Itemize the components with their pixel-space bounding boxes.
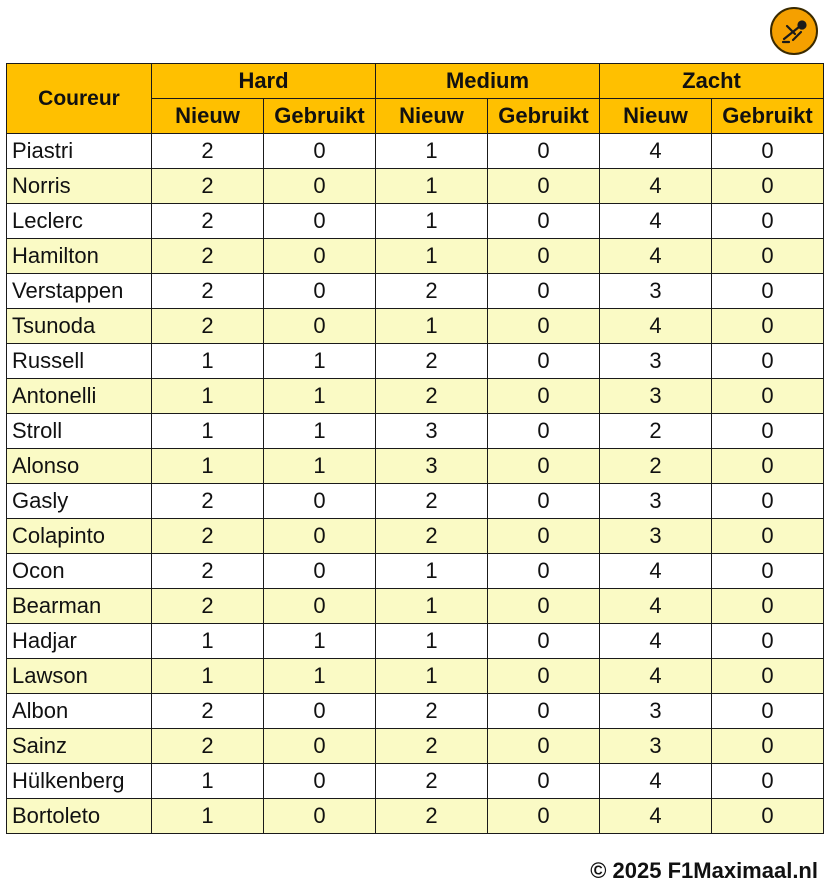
driver-name: Tsunoda [7,309,152,344]
tire-count-cell: 0 [488,624,600,659]
tire-count-cell: 1 [264,379,376,414]
tire-count-cell: 3 [600,344,712,379]
tire-count-cell: 4 [600,624,712,659]
driver-name: Sainz [7,729,152,764]
sub-header-used: Gebruikt [488,99,600,134]
tire-count-cell: 0 [712,764,824,799]
tire-count-cell: 2 [376,764,488,799]
tire-count-cell: 0 [712,554,824,589]
tire-count-cell: 0 [488,134,600,169]
tire-count-cell: 1 [152,659,264,694]
tire-count-cell: 0 [488,729,600,764]
tire-count-cell: 0 [264,309,376,344]
tire-count-cell: 1 [264,344,376,379]
tire-count-cell: 1 [152,764,264,799]
tire-count-cell: 0 [712,694,824,729]
driver-name: Bearman [7,589,152,624]
tire-count-cell: 2 [376,799,488,834]
tire-count-cell: 0 [264,169,376,204]
table-row [7,659,824,694]
tire-count-cell: 1 [376,309,488,344]
tire-count-cell: 1 [264,659,376,694]
table-row [7,344,824,379]
table-row [7,239,824,274]
tire-count-cell: 1 [152,379,264,414]
tire-count-cell: 4 [600,589,712,624]
tire-count-cell: 0 [264,484,376,519]
group-header-soft: Zacht [600,64,824,99]
tire-count-cell: 4 [600,659,712,694]
tire-count-cell: 2 [376,274,488,309]
table-row [7,169,824,204]
tire-count-cell: 0 [264,554,376,589]
tire-count-cell: 0 [712,169,824,204]
tire-count-cell: 0 [488,764,600,799]
table-row [7,414,824,449]
tire-count-cell: 0 [488,659,600,694]
table-row [7,694,824,729]
tire-count-cell: 2 [152,729,264,764]
tire-count-cell: 2 [152,309,264,344]
table-row [7,554,824,589]
tire-count-cell: 1 [376,134,488,169]
tire-count-cell: 4 [600,134,712,169]
driver-column-header: Coureur [7,64,152,134]
tire-count-cell: 2 [376,344,488,379]
tire-count-cell: 0 [712,274,824,309]
table-row [7,204,824,239]
tire-count-cell: 4 [600,764,712,799]
tire-count-cell: 0 [264,274,376,309]
tire-count-cell: 3 [376,414,488,449]
tire-count-cell: 3 [600,379,712,414]
tire-count-cell: 1 [152,414,264,449]
tire-count-cell: 0 [264,589,376,624]
tire-count-cell: 4 [600,309,712,344]
tire-count-cell: 0 [488,414,600,449]
tire-count-cell: 0 [488,589,600,624]
driver-name: Alonso [7,449,152,484]
tire-count-cell: 2 [376,379,488,414]
tire-count-cell: 4 [600,239,712,274]
driver-name: Bortoleto [7,799,152,834]
tire-count-cell: 4 [600,799,712,834]
tire-count-cell: 2 [152,239,264,274]
tire-count-cell: 0 [712,589,824,624]
tire-count-cell: 3 [600,274,712,309]
tire-count-cell: 0 [264,519,376,554]
table-row [7,624,824,659]
tire-count-cell: 2 [152,134,264,169]
tire-count-cell: 2 [376,519,488,554]
table-row [7,379,824,414]
driver-name: Colapinto [7,519,152,554]
tire-count-cell: 0 [712,204,824,239]
driver-name: Gasly [7,484,152,519]
tire-count-cell: 1 [376,624,488,659]
table-body [7,134,824,834]
tire-count-cell: 3 [600,484,712,519]
driver-name: Piastri [7,134,152,169]
tire-count-cell: 1 [376,659,488,694]
tire-count-cell: 0 [712,134,824,169]
sub-header-used: Gebruikt [712,99,824,134]
table-row [7,274,824,309]
tire-count-cell: 1 [152,344,264,379]
tire-count-cell: 1 [152,449,264,484]
table-row [7,309,824,344]
tire-count-cell: 2 [152,204,264,239]
table-row [7,589,824,624]
tire-count-cell: 4 [600,204,712,239]
tire-count-cell: 0 [712,449,824,484]
driver-name: Hülkenberg [7,764,152,799]
tire-count-cell: 2 [152,694,264,729]
tire-count-cell: 0 [488,694,600,729]
tire-count-cell: 1 [376,554,488,589]
tire-count-cell: 2 [376,729,488,764]
tire-count-cell: 3 [600,694,712,729]
tire-count-cell: 4 [600,169,712,204]
tire-count-cell: 0 [264,799,376,834]
tire-count-cell: 0 [488,449,600,484]
table-row [7,729,824,764]
group-header-medium: Medium [376,64,600,99]
driver-name: Russell [7,344,152,379]
tire-count-cell: 0 [488,309,600,344]
table-row [7,799,824,834]
tire-count-cell: 1 [264,449,376,484]
tire-count-cell: 0 [712,414,824,449]
copyright-text: © 2025 F1Maximaal.nl [590,858,818,883]
tire-count-cell: 2 [152,589,264,624]
tire-count-cell: 0 [488,519,600,554]
tire-count-cell: 2 [152,274,264,309]
table-row [7,519,824,554]
table-row [7,764,824,799]
table-row [7,449,824,484]
driver-name: Hadjar [7,624,152,659]
sub-header-new: Nieuw [600,99,712,134]
tire-count-cell: 0 [488,344,600,379]
table-row [7,484,824,519]
sub-header-new: Nieuw [376,99,488,134]
tire-count-cell: 1 [376,589,488,624]
driver-name: Hamilton [7,239,152,274]
driver-name: Stroll [7,414,152,449]
tire-count-cell: 1 [264,414,376,449]
driver-name: Ocon [7,554,152,589]
tire-count-cell: 0 [488,204,600,239]
tire-count-cell: 0 [712,729,824,764]
driver-name: Albon [7,694,152,729]
table-row [7,134,824,169]
tire-count-cell: 0 [712,624,824,659]
tire-count-cell: 0 [712,309,824,344]
tire-count-cell: 3 [600,729,712,764]
tire-count-cell: 0 [264,134,376,169]
group-header-row [7,64,824,99]
tire-count-cell: 1 [376,204,488,239]
tire-count-cell: 0 [712,659,824,694]
driver-name: Lawson [7,659,152,694]
tire-count-cell: 2 [600,414,712,449]
driver-name: Norris [7,169,152,204]
tire-count-cell: 2 [152,554,264,589]
tire-count-cell: 0 [488,274,600,309]
tire-count-cell: 0 [488,484,600,519]
tire-count-cell: 0 [264,694,376,729]
tire-count-cell: 1 [376,169,488,204]
tire-count-cell: 3 [376,449,488,484]
tire-count-cell: 2 [376,484,488,519]
tire-count-cell: 0 [488,239,600,274]
tire-count-cell: 0 [264,204,376,239]
tire-count-cell: 0 [264,239,376,274]
tire-count-cell: 0 [712,799,824,834]
tire-count-cell: 4 [600,554,712,589]
tire-count-cell: 2 [152,519,264,554]
tire-count-cell: 2 [376,694,488,729]
tire-count-cell: 0 [264,729,376,764]
tire-count-cell: 0 [712,344,824,379]
tire-count-cell: 0 [264,764,376,799]
tire-count-cell: 0 [712,379,824,414]
group-header-hard: Hard [152,64,376,99]
tire-count-cell: 0 [712,519,824,554]
tire-count-cell: 2 [152,169,264,204]
tire-count-cell: 0 [488,169,600,204]
tire-count-cell: 0 [488,799,600,834]
driver-name: Leclerc [7,204,152,239]
tire-count-cell: 2 [600,449,712,484]
tire-count-cell: 3 [600,519,712,554]
driver-name: Antonelli [7,379,152,414]
tire-count-cell: 0 [488,554,600,589]
tire-count-cell: 1 [376,239,488,274]
tire-allocation-table [6,63,824,834]
f1maximaal-logo-icon [769,6,819,56]
tire-count-cell: 1 [152,624,264,659]
tire-count-cell: 1 [152,799,264,834]
sub-header-new: Nieuw [152,99,264,134]
sub-header-used: Gebruikt [264,99,376,134]
tire-count-cell: 2 [152,484,264,519]
tire-count-cell: 1 [264,624,376,659]
tire-count-cell: 0 [488,379,600,414]
driver-name: Verstappen [7,274,152,309]
tire-count-cell: 0 [712,239,824,274]
tire-count-cell: 0 [712,484,824,519]
